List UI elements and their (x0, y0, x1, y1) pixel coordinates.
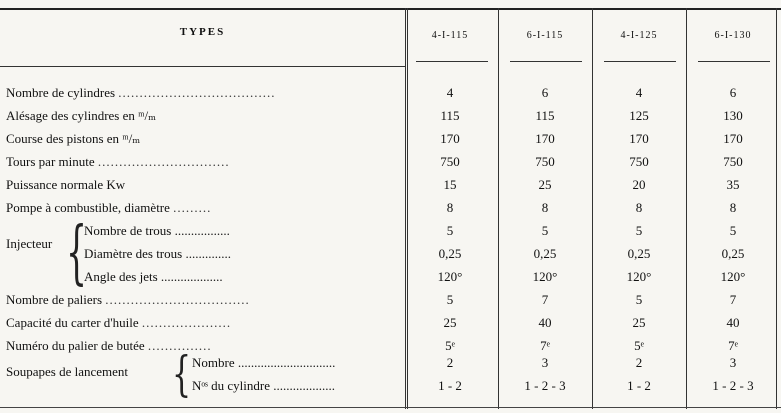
cell: 7 (541, 292, 549, 307)
row-label: Alésage des cylindres en ᵐ/ₘ (6, 108, 157, 123)
cell: 0,25 (627, 246, 651, 261)
table-row (0, 151, 781, 173)
cell: 15 (443, 177, 457, 192)
table-row (0, 243, 781, 265)
brace-icon: { (66, 212, 88, 293)
row-label: Capacité du carter d'huile ..................... (6, 315, 232, 330)
top-rule (0, 8, 781, 10)
cell: 6 (729, 85, 737, 100)
table-row (0, 312, 781, 334)
cell: 0,25 (533, 246, 557, 261)
cell: 1 - 2 - 3 (712, 378, 754, 393)
table-row (0, 197, 781, 219)
row-label: Puissance normale Kw (6, 177, 126, 192)
cell: 170 (723, 131, 743, 146)
cell: 25 (443, 315, 457, 330)
table-row (0, 220, 781, 242)
row-label: Tours par minute ............................... (6, 154, 230, 169)
row-label: Nombre de trous ................. (84, 223, 230, 238)
cell: 5 (635, 292, 643, 307)
cell: 8 (729, 200, 737, 215)
cell: 6 (541, 85, 549, 100)
cell: 40 (726, 315, 740, 330)
cell: 750 (723, 154, 743, 169)
table-row (0, 174, 781, 196)
cell: 120° (720, 269, 746, 284)
cell: 25 (632, 315, 646, 330)
cell: 170 (629, 131, 649, 146)
cell: 0,25 (438, 246, 462, 261)
cell: 4 (635, 85, 643, 100)
cell: 130 (723, 108, 743, 123)
column-header-4: 6-I-130 (714, 30, 752, 41)
table-row (0, 266, 781, 288)
cell: 5 (635, 223, 643, 238)
brace-icon: { (172, 346, 192, 402)
cell: 750 (629, 154, 649, 169)
cell: 8 (446, 200, 454, 215)
cell: 115 (535, 108, 555, 123)
cell: 5ᵉ (445, 338, 455, 353)
header-underline (510, 61, 582, 62)
cell: 3 (541, 355, 549, 370)
row-label: Nombre de paliers .................................. (6, 292, 250, 307)
cell: 7ᵉ (728, 338, 738, 353)
table-row (0, 128, 781, 150)
cell: 5 (541, 223, 549, 238)
row-label: Course des pistons en ᵐ/ₘ (6, 131, 141, 146)
soupapes-label: Soupapes de lancement (6, 364, 129, 379)
column-header-2: 6-I-115 (526, 30, 564, 41)
cell: 20 (632, 177, 646, 192)
cell: 4 (446, 85, 454, 100)
cell: 35 (726, 177, 740, 192)
header-divider (0, 66, 405, 67)
row-label: Pompe à combustible, diamètre ......... (6, 200, 212, 215)
cell: 750 (440, 154, 460, 169)
table-row (0, 82, 781, 104)
cell: 2 (635, 355, 643, 370)
cell: 120° (532, 269, 558, 284)
row-label: Angle des jets ................... (84, 269, 223, 284)
injecteur-label: Injecteur (6, 236, 53, 251)
row-label: Nombre de cylindres ..................................... (6, 85, 276, 100)
cell: 115 (440, 108, 460, 123)
cell: 125 (629, 108, 649, 123)
column-header-1: 4-I-115 (431, 30, 469, 41)
types-header: TYPES (179, 26, 226, 38)
cell: 5ᵉ (634, 338, 644, 353)
cell: 25 (538, 177, 552, 192)
row-label: Diamètre des trous .............. (84, 246, 231, 261)
cell: 170 (535, 131, 555, 146)
table-row (0, 105, 781, 127)
header-underline (604, 61, 676, 62)
column-header-3: 4-I-125 (620, 30, 658, 41)
cell: 1 - 2 (627, 378, 651, 393)
cell: 8 (541, 200, 549, 215)
cell: 1 - 2 (438, 378, 462, 393)
header-underline (416, 61, 488, 62)
table-row (0, 289, 781, 311)
cell: 40 (538, 315, 552, 330)
header-underline (698, 61, 770, 62)
cell: 120° (626, 269, 652, 284)
cell: 7ᵉ (540, 338, 550, 353)
table-row (0, 375, 781, 397)
cell: 7 (729, 292, 737, 307)
cell: 2 (446, 355, 454, 370)
cell: 5 (446, 223, 454, 238)
row-label: Nᵒˢ du cylindre ................... (192, 378, 335, 393)
row-label: Nombre .............................. (192, 355, 336, 370)
cell: 8 (635, 200, 643, 215)
table-row (0, 352, 781, 374)
cell: 5 (446, 292, 454, 307)
cell: 5 (729, 223, 737, 238)
cell: 170 (440, 131, 460, 146)
bottom-rule (0, 407, 781, 408)
cell: 3 (729, 355, 737, 370)
cell: 0,25 (721, 246, 745, 261)
cell: 750 (535, 154, 555, 169)
row-label: Numéro du palier de butée ............... (6, 338, 212, 353)
cell: 1 - 2 - 3 (524, 378, 566, 393)
cell: 120° (437, 269, 463, 284)
